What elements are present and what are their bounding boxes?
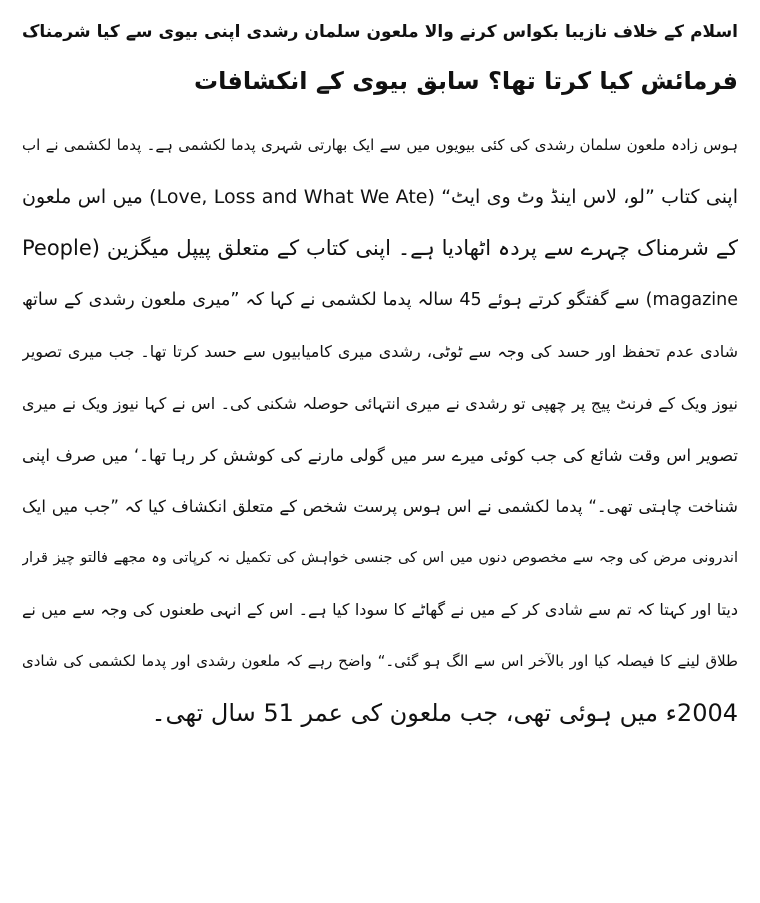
- body-line: ہوس زادہ ملعون سلمان رشدی کی کئی بیویوں میں سے ایک بھارتی شہری پدما لکشمی ہے۔ پدما لکشمی نے اب: [22, 136, 738, 154]
- headline-line: اسلام کے خلاف نازیبا بکواس کرنے والا ملعون سلمان رشدی اپنی بیوی سے کیا شرمناک: [22, 22, 738, 42]
- body-line: دیتا اور کہتا کہ تم سے شادی کر کے میں نے گھاٹے کا سودا کیا ہے۔ اس کے انہی طعنوں کی وجہ سے میں نے: [22, 600, 738, 620]
- body-line: 2004ء میں ہوئی تھی، جب ملعون کی عمر 51 سال تھی۔: [151, 698, 738, 727]
- body-line: اندرونی مرض کی وجہ سے مخصوص دنوں میں اس کی جنسی خواہش کی تکمیل نہ کرپاتی وہ مجھے فالتو چیز قرار: [22, 549, 738, 566]
- body-line: اپنی کتاب ”لو، لاس اینڈ وٹ وی ایٹ“ (Love, Loss and What We Ate) میں اس ملعون: [22, 185, 738, 208]
- body-line: طلاق لینے کا فیصلہ کیا اور بالآخر اس سے الگ ہو گئی۔“ واضح رہے کہ ملعون رشدی اور پدما لکشمی کی شادی: [22, 651, 738, 670]
- body-line: تصویر اس وقت شائع کی جب کوئی میرے سر میں گولی مارنے کی کوشش کر رہا تھا۔‘ میں صرف اپنی: [22, 445, 738, 465]
- body-line: کے شرمناک چہرے سے پردہ اٹھادیا ہے۔ اپنی کتاب کے متعلق پیپل میگزین (People: [22, 236, 738, 261]
- body-line: شناخت چاہتی تھی۔“ پدما لکشمی نے اس ہوس پرست شخص کے متعلق انکشاف کیا کہ ”جب میں ایک: [22, 497, 738, 517]
- article-headline: [22, 8, 738, 106]
- body-line: نیوز ویک کے فرنٹ پیج پر چھپی تو رشدی نے میری انتہائی حوصلہ شکنی کی۔ اس نے کہا نیوز ویک نے میری: [22, 393, 738, 413]
- headline-line: فرمائش کیا کرتا تھا؟ سابق بیوی کے انکشافات: [193, 67, 738, 95]
- article-body: [22, 120, 738, 739]
- body-line: magazine) سے گفتگو کرتے ہوئے 45 سالہ پدما لکشمی نے کہا کہ ”میری ملعون رشدی کے ساتھ: [22, 289, 738, 310]
- body-line: شادی عدم تحفظ اور حسد کی وجہ سے ٹوٹی، رشدی میری کامیابیوں سے حسد کرتا تھا۔ جب میری تصویر: [22, 342, 738, 362]
